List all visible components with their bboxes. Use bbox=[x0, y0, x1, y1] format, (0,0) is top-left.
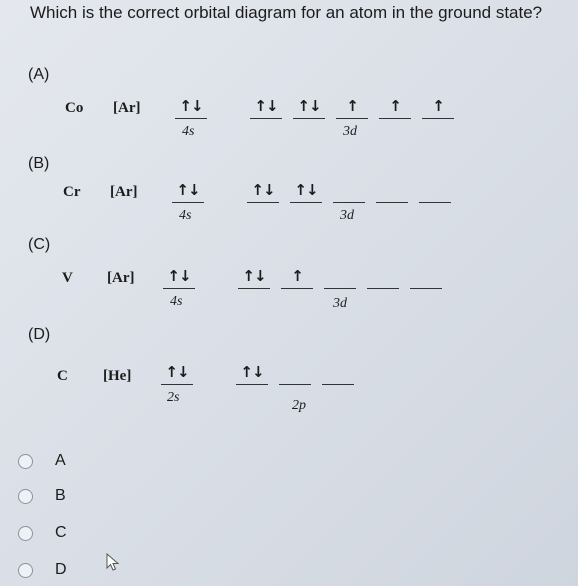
orbital-box bbox=[161, 358, 193, 385]
orbital-box bbox=[410, 262, 442, 289]
electron-arrows: ↑↓ bbox=[179, 97, 203, 115]
orbital-box bbox=[376, 176, 408, 203]
orbital-box bbox=[422, 92, 454, 119]
answer-choice-d[interactable] bbox=[18, 559, 67, 581]
orbital-box bbox=[322, 358, 354, 385]
electron-arrows: ↑↓ bbox=[254, 97, 278, 115]
orbital-box bbox=[163, 262, 195, 289]
electron-arrows: ↑ bbox=[389, 97, 401, 115]
radio-button[interactable] bbox=[18, 526, 33, 541]
electron-arrows: ↑↓ bbox=[294, 181, 318, 199]
answer-choice-a[interactable] bbox=[18, 450, 66, 472]
option-b-element: Cr bbox=[63, 184, 81, 200]
orbital-box bbox=[336, 92, 368, 119]
sublevel-label: 4s bbox=[179, 208, 192, 223]
sublevel-label: 3d bbox=[340, 208, 354, 223]
orbital-box bbox=[236, 358, 268, 385]
electron-arrows: ↑↓ bbox=[176, 181, 200, 199]
option-a-label: (A) bbox=[28, 66, 50, 83]
electron-arrows: ↑ bbox=[346, 97, 358, 115]
mouse-cursor-icon bbox=[106, 553, 120, 571]
orbital-box bbox=[281, 262, 313, 289]
electron-arrows: ↑ bbox=[291, 267, 303, 285]
option-d-label: (D) bbox=[28, 326, 51, 343]
orbital-box bbox=[250, 92, 282, 119]
answer-label: D bbox=[55, 561, 67, 578]
answer-label: B bbox=[55, 487, 66, 504]
electron-arrows: ↑↓ bbox=[251, 181, 275, 199]
electron-arrows: ↑ bbox=[432, 97, 444, 115]
orbital-box bbox=[419, 176, 451, 203]
orbital-box bbox=[247, 176, 279, 203]
sublevel-label: 3d bbox=[343, 124, 357, 139]
sublevel-label: 2s bbox=[167, 390, 180, 405]
option-b-label: (B) bbox=[28, 155, 50, 172]
question-text: Which is the correct orbital diagram for an atom in the ground state? bbox=[30, 3, 543, 22]
option-b-core: [Ar] bbox=[110, 184, 138, 200]
option-a-core: [Ar] bbox=[113, 100, 141, 116]
answer-label: A bbox=[55, 452, 66, 469]
orbital-box bbox=[279, 358, 311, 385]
option-c-element: V bbox=[62, 270, 73, 286]
option-d-core: [He] bbox=[103, 368, 132, 384]
option-d-element: C bbox=[57, 368, 68, 384]
sublevel-label: 2p bbox=[292, 398, 306, 413]
electron-arrows: ↑↓ bbox=[167, 267, 191, 285]
sublevel-label: 4s bbox=[182, 124, 195, 139]
orbital-box bbox=[238, 262, 270, 289]
sublevel-label: 3d bbox=[333, 296, 347, 311]
electron-arrows: ↑↓ bbox=[242, 267, 266, 285]
radio-button[interactable] bbox=[18, 563, 33, 578]
orbital-box bbox=[324, 262, 356, 289]
radio-button[interactable] bbox=[18, 489, 33, 504]
option-c-label: (C) bbox=[28, 236, 51, 253]
orbital-box bbox=[293, 92, 325, 119]
orbital-box bbox=[175, 92, 207, 119]
radio-button[interactable] bbox=[18, 454, 33, 469]
option-a-element: Co bbox=[65, 100, 84, 116]
orbital-box bbox=[379, 92, 411, 119]
electron-arrows: ↑↓ bbox=[240, 363, 264, 381]
option-c-core: [Ar] bbox=[107, 270, 135, 286]
electron-arrows: ↑↓ bbox=[165, 363, 189, 381]
answer-label: C bbox=[55, 524, 67, 541]
orbital-box bbox=[172, 176, 204, 203]
answer-choice-b[interactable] bbox=[18, 485, 66, 507]
electron-arrows: ↑↓ bbox=[297, 97, 321, 115]
sublevel-label: 4s bbox=[170, 294, 183, 309]
orbital-box bbox=[367, 262, 399, 289]
answer-choice-c[interactable] bbox=[18, 522, 67, 544]
orbital-box bbox=[290, 176, 322, 203]
orbital-box bbox=[333, 176, 365, 203]
